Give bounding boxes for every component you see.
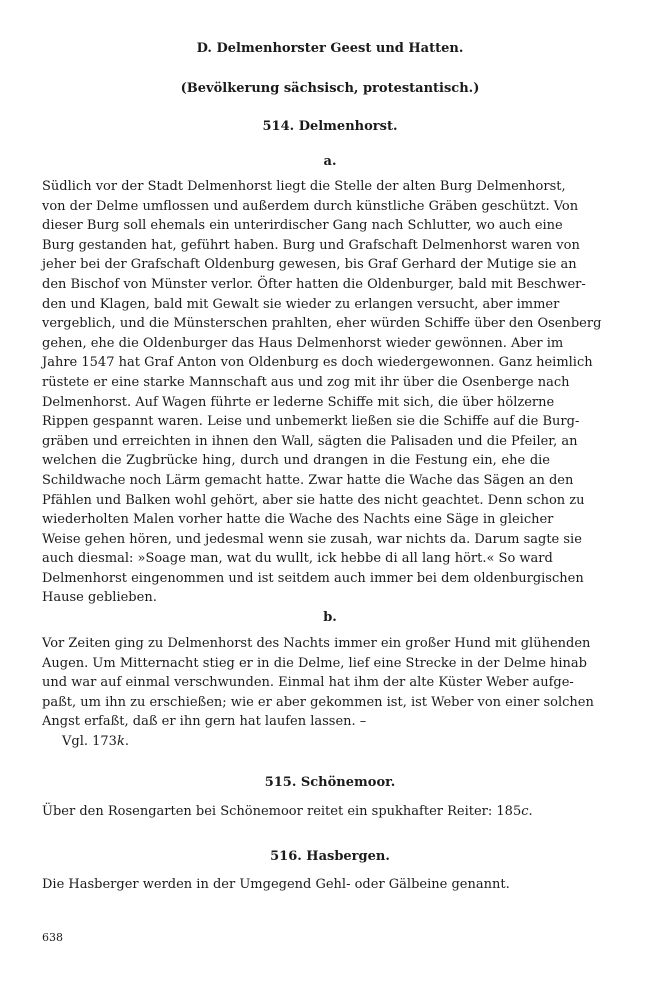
reference-end: . [528,804,533,819]
entry-heading-514: 514. Delmenhorst. [262,119,398,134]
text-line: Schildwache noch Lärm gemacht hatte. Zwar hatte die Wache das Sägen an den [42,472,574,488]
text-line: gehen, ehe die Oldenburger das Haus Delmenhorst wieder gewönnen. Aber im [42,335,564,351]
text-line: den und Klagen, bald mit Gewalt sie wieder zu erlangen versucht, aber immer [42,296,560,312]
text-line: Die Hasberger werden in der Umgegend Gehl- oder Gälbeine genannt. [42,877,510,892]
text-line: jeher bei der Grafschaft Oldenburg gewesen, bis Graf Gerhard der Mutige sie an [42,257,577,273]
paragraph-516 [42,875,550,895]
text-line: dieser Burg soll ehemals ein unterirdischer Gang nach Schlutter, wo auch eine [42,218,563,234]
text-line [42,802,550,822]
text-line: Rippen gespannt waren. Leise und unbemerkt ließen sie die Schiffe auf die Burg- [42,414,580,430]
text-line: Delmenhorst. Auf Wagen führte er lederne Schiffe mit sich, die über hölzerne [42,394,555,410]
text-line: Jahre 1547 hat Graf Anton von Oldenburg es doch wiedergewonnen. Ganz heimlich [42,355,593,371]
text-line: vergeblich, und die Münsterschen prahlten, eher würden Schiffe über den Osenberg [42,316,602,332]
text-line: rüstete er eine starke Mannschaft aus und zog mit ihr über die Osenberge nach [42,374,570,390]
subsection-a-label: a. [323,154,337,169]
paragraph-514a [42,177,602,608]
cross-reference [42,732,550,752]
page-number: 638 [42,931,63,944]
reference-letter: c [521,804,529,819]
text-line: auch diesmal: »Soage man, wat du wullt, ick hebbe di all lang hört.« So ward [42,551,553,567]
paragraph-514b [42,634,594,752]
text-line: von der Delme umflossen und außerdem durch künstliche Gräben geschützt. Von [42,198,579,214]
text-line: Pfählen und Balken wohl gehört, aber sie hatte des nicht geachtet. Denn schon zu [42,492,585,508]
entry-heading-516: 516. Hasbergen. [270,849,390,864]
subsection-b-label: b. [323,610,337,625]
entry-text: Über den Rosengarten bei Schönemoor reitet ein spukhafter Reiter: 185 [42,804,522,819]
reference-end: . [124,733,129,749]
text-line: wiederholten Malen vorher hatte die Wache des Nachts eine Säge in gleicher [42,512,554,528]
text-line: Weise gehen hören, und jedesmal wenn sie zusah, war nichts da. Darum sagte sie [42,531,582,547]
section-subtitle: (Bevölkerung sächsisch, protestantisch.) [180,81,480,96]
text-line: Augen. Um Mitternacht stieg er in die Delme, lief eine Strecke in der Delme hinab [42,655,588,671]
text-line: paßt, um ihn zu erschießen; wie er aber gekommen ist, ist Weber von einer solchen [42,694,594,710]
reference-letter: k [116,733,125,749]
text-line: Burg gestanden hat, geführt haben. Burg und Grafschaft Delmenhorst waren von [42,237,580,253]
text-line: Angst erfaßt, daß er ihn gern hat laufen lassen. – [42,714,367,730]
paragraph-515 [42,802,550,822]
reference-text: Vgl. 173 [62,733,117,749]
text-line: gräben und erreichten in ihnen den Wall, sägten die Palisaden und die Pfeiler, an [42,433,578,449]
text-line: Südlich vor der Stadt Delmenhorst liegt die Stelle der alten Burg Delmenhorst, [42,179,566,194]
section-title: D. Delmenhorster Geest und Hatten. [196,41,464,56]
text-line: Delmenhorst eingenommen und ist seitdem auch immer bei dem oldenburgischen [42,570,584,586]
text-line: welchen die Zugbrücke hing, durch und drangen in die Festung ein, ehe die [42,453,550,469]
text-line: Vor Zeiten ging zu Delmenhorst des Nachts immer ein großer Hund mit glühenden [42,636,591,651]
text-line: Hause geblieben. [42,590,157,606]
text-line: und war auf einmal verschwunden. Einmal hat ihm der alte Küster Weber aufge- [42,675,574,691]
entry-heading-515: 515. Schönemoor. [264,775,396,790]
text-line: den Bischof von Münster verlor. Öfter hatten die Oldenburger, bald mit Beschwer- [42,276,586,292]
